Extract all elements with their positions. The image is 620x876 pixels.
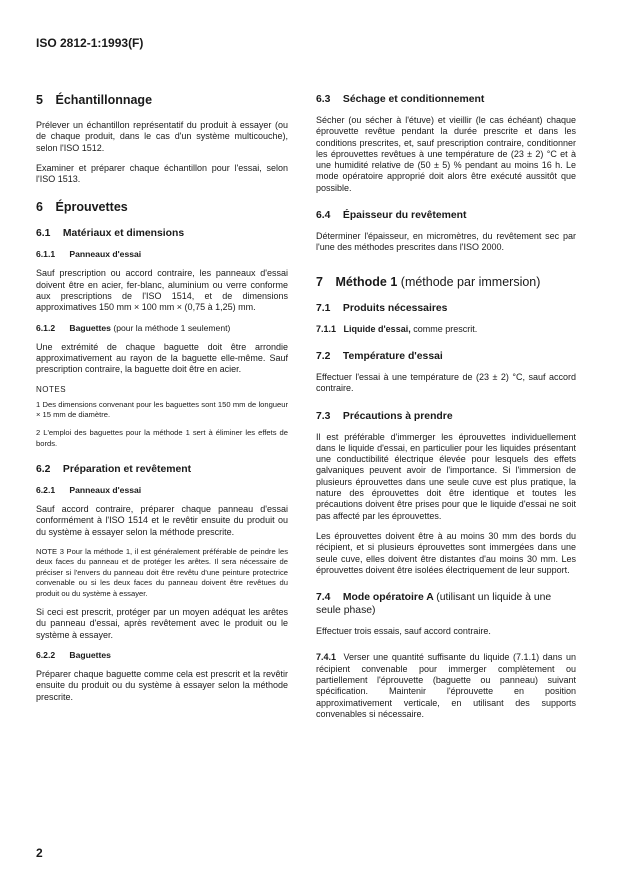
section-number: 6.1.2 [36,322,56,333]
paragraph-7-4-1 [316,652,576,720]
section-5-heading [36,93,288,108]
paragraph: Il est préférable d'immerger les éprouvettes individuellement dans le liquide d'essai, en particulier pour les liquides présentant une conductibilité électrique élevée pour lesquels des effets galvaniques peuvent avoir de l'importance. Si l'immersion de plusieurs éprouvettes dans une seule cuve est plus pratique, la nature des éprouvettes doit être identique et toutes les précautions doivent être prises pour que le liquide d'essai ne soit pas affecté par les éprouvettes. [316,431,576,521]
page-number: 2 [36,846,43,860]
section-7-3-heading [316,410,576,423]
section-7-heading [316,275,576,290]
paragraph: Déterminer l'épaisseur, en micromètres, du revêtement sec par l'une des méthodes prescrites dans l'ISO 2000. [316,231,576,253]
paragraph: Effectuer l'essai à une température de (23 ± 2) °C, sauf accord contraire. [316,371,576,394]
paragraph: Sécher (ou sécher à l'étuve) et vieillir (le cas échéant) chaque éprouvette revêtue pendant la durée prescrite et dans les conditions prescrites, et, sauf prescription contraire, conditionner les éprouvettes revêtues à une température de (23 ± 2) °C et à une humidité relative de (50 ± 5) % pendant au moins 16 h. Le mode opératoire approprié doit alors être exécuté aussitôt que possible. [316,115,576,193]
clause-number: 7.1.1 [316,323,337,334]
section-6-4-heading [316,209,576,222]
section-title: Échantillonnage [55,93,153,107]
section-title: Éprouvettes [55,200,128,215]
paragraph-7-1-1 [316,324,576,335]
section-6-2-1-heading [36,485,288,496]
section-number: 6.1.1 [36,249,56,260]
section-6-1-1-heading [36,249,288,260]
section-number: 7.1 [316,302,331,314]
section-title: Précautions à prendre [342,410,453,422]
section-6-3-heading [316,93,576,106]
clause-text: Verser une quantité suffisante du liquide (7.1.1) dans un récipient convenable pour immerger complètement ou partiellement l'éprouvette (baguette ou panneau) suivant spécification. Maintenir l'éprouvette en position approximativement verticale, en utilisant des supports convenables si nécessaire. [316,652,576,719]
section-title: Épaisseur du revêtement [342,210,467,222]
right-column [316,93,576,729]
section-number: 6.2.2 [36,650,56,660]
section-6-1-heading [36,227,288,240]
clause-number: 7.4.1 [316,652,337,663]
paragraph: Effectuer trois essais, sauf accord contraire. [316,626,491,637]
section-6-heading [36,200,288,215]
left-column [36,93,288,712]
section-title: Mode opératoire A [342,592,434,604]
section-7-2-heading [316,350,576,363]
section-title: Panneaux d'essai [69,249,142,260]
paragraph: Sauf accord contraire, préparer chaque panneau d'essai conformément à l'ISO 1514 et le revêtir ensuite du produit ou du système à essayer selon la méthode prescrite. [36,504,288,537]
paragraph: Une extrémité de chaque baguette doit être arrondie approximativement au rayon de la baguette elle-même. Sauf prescription contraire, la baguette doit être en acier. [36,341,288,375]
section-title: Produits nécessaires [342,302,448,314]
section-7-4-heading [316,591,576,617]
section-number: 6.2 [36,464,51,476]
section-number: 6.2.1 [36,485,56,496]
lead-term: Liquide d'essai, [343,323,411,334]
clause-text: comme prescrit. [413,323,478,334]
section-number: 6.4 [316,210,331,222]
paragraph: Si ceci est prescrit, protéger par un moyen adéquat les arêtes du panneau d'essai, après revêtement avec le produit ou le système à essayer. [36,607,288,640]
paragraph: Sauf prescription ou accord contraire, les panneaux d'essai doivent être en acier, fer-blanc, aluminium ou verre conforme aux prescriptions de l'ISO 1514, et de dimensions approximatives 150 mm × 100 mm × (0,75 à 1,25) mm. [36,268,288,313]
notes-heading: NOTES [36,384,67,394]
section-title: Panneaux d'essai [69,485,142,496]
section-6-2-heading [36,463,288,476]
section-title-suffix: (pour la méthode 1 seulement) [113,322,231,333]
section-number: 7.2 [316,350,331,362]
section-number: 7 [316,274,323,289]
section-number: 7.3 [316,410,331,422]
section-title: Baguettes [69,650,111,660]
section-title: Baguettes [69,322,111,333]
section-number: 6 [36,200,43,215]
note-2: 2 L'emploi des baguettes pour la méthode 1 sert à éliminer les effets de bords. [36,428,288,448]
note-1: 1 Des dimensions convenant pour les baguettes sont 150 mm de longueur × 15 mm de diamètre. [36,399,288,419]
section-title-suffix: (utilisant un liquide à une seule phase) [316,592,552,617]
section-title: Matériaux et dimensions [62,228,185,240]
section-title: Préparation et revêtement [62,464,192,476]
section-7-1-heading [316,302,576,315]
section-number: 6.1 [36,228,51,240]
note-3: NOTE 3 Pour la méthode 1, il est généralement préférable de peindre les deux faces du panneau et de protéger les arêtes. Il sera nécessaire de préciser si l'envers du panneau doit être revêtu d'une peinture protectrice convenable ou si les deux faces du panneau doivent être revêtues du produit ou du système à essayer. [36,547,288,598]
section-number: 5 [36,93,43,107]
section-6-2-2-heading [36,650,288,661]
section-6-1-2-heading [36,323,288,334]
paragraph: Préparer chaque baguette comme cela est prescrit et la revêtir ensuite du produit ou du système à essayer selon la méthode prescrite. [36,669,288,702]
section-title: Méthode 1 [335,274,398,289]
standard-id-header: ISO 2812-1:1993(F) [36,36,144,50]
section-number: 6.3 [316,94,331,105]
section-title: Température d'essai [342,350,443,362]
section-title-suffix: (méthode par immersion) [400,274,541,289]
paragraph: Les éprouvettes doivent être à au moins 30 mm des bords du récipient, et si plusieurs éprouvettes sont immergées dans une seule cuve, elles doivent être distantes d'au moins 30 mm. Les éprouvettes doivent être isolées électriquement de leur support. [316,530,576,575]
section-title: Séchage et conditionnement [342,94,485,105]
section-number: 7.4 [316,592,331,604]
paragraph: Examiner et préparer chaque échantillon pour l'essai, selon l'ISO 1513. [36,162,288,185]
paragraph: Prélever un échantillon représentatif du produit à essayer (ou de chaque produit, dans le cas d'un système multicouche), selon l'ISO 1512. [36,120,288,153]
